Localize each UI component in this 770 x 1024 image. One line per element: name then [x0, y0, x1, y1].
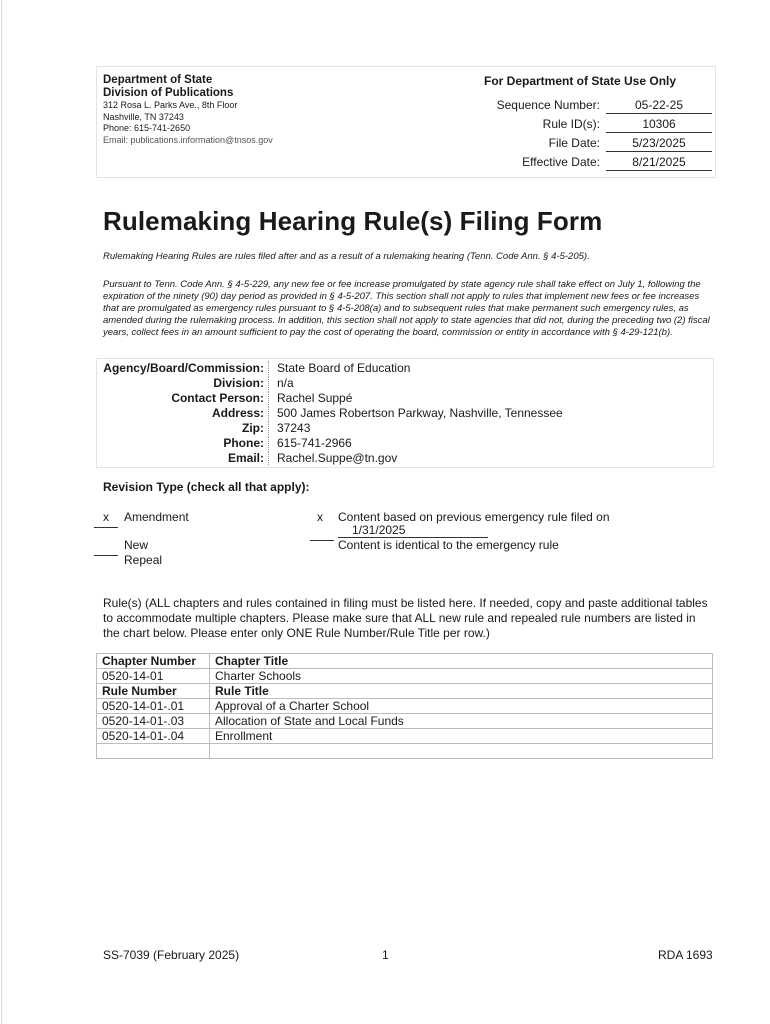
agency-value: State Board of Education — [277, 361, 411, 375]
contact-value: Rachel Suppé — [277, 391, 353, 405]
table-row — [97, 729, 713, 744]
zip-row — [96, 421, 712, 436]
chapter-title: Charter Schools — [210, 669, 713, 684]
rule-title: Approval of a Charter School — [210, 699, 713, 714]
new-checkbox-blank[interactable] — [94, 527, 118, 528]
address-value: 500 James Robertson Parkway, Nashville, Tennessee — [277, 406, 563, 420]
phone-separator — [268, 436, 270, 450]
division-name: Division of Publications — [103, 87, 234, 99]
file-date-row — [440, 136, 712, 154]
rule-number: 0520-14-01-.03 — [97, 714, 210, 729]
new-option: New — [124, 538, 149, 552]
emergency-date-line — [338, 523, 488, 538]
contact-separator — [268, 391, 270, 405]
identical-checkbox-blank[interactable] — [310, 540, 334, 541]
chapter-header-row — [97, 654, 713, 669]
division-separator — [268, 376, 270, 390]
effective-date-value: 8/21/2025 — [606, 155, 712, 171]
rule-id-row — [440, 117, 712, 135]
sequence-number-value: 05-22-25 — [606, 98, 712, 114]
page-edge — [1, 0, 2, 1024]
effective-date-row — [440, 155, 712, 173]
agency-row — [96, 361, 712, 376]
form-title: Rulemaking Hearing Rule(s) Filing Form — [103, 206, 603, 236]
chapter-row — [97, 669, 713, 684]
identical-option: Content is identical to the emergency rule — [338, 538, 559, 552]
sequence-number-label: Sequence Number: — [496, 98, 600, 112]
zip-label: Zip: — [242, 421, 264, 435]
address-row — [96, 406, 712, 421]
form-subtitle: Rulemaking Hearing Rules are rules filed after and as a result of a rulemaking hearing (Tenn. Code Ann. § 4-5-205). — [103, 251, 590, 262]
address-separator — [268, 406, 270, 420]
rule-number: 0520-14-01-.04 — [97, 729, 210, 744]
division-row — [96, 376, 712, 391]
department-block — [103, 74, 273, 146]
zip-value: 37243 — [277, 421, 311, 435]
rule-id-label: Rule ID(s): — [542, 117, 600, 131]
amendment-checkmark[interactable]: x — [103, 510, 109, 524]
rule-title-header: Rule Title — [210, 684, 713, 699]
email-label: Email: — [227, 451, 264, 465]
phone-value: 615-741-2966 — [277, 436, 352, 450]
footer-form-number: SS-7039 (February 2025) — [103, 948, 240, 962]
zip-separator — [268, 421, 270, 435]
emergency-checkmark[interactable]: x — [317, 510, 323, 524]
chapter-number: 0520-14-01 — [97, 669, 210, 684]
use-only-title: For Department of State Use Only — [484, 74, 677, 88]
chapter-title-header: Chapter Title — [210, 654, 713, 669]
phone-row — [96, 436, 712, 451]
pursuant-paragraph: Pursuant to Tenn. Code Ann. § 4-5-229, any new fee or fee increase promulgated by state agency rule shall take effect on July 1, following the expiration of the ninety (90) day period as provided in § 4-5-207. This section shall not apply to rules that implement new fees or fee increases that are promulgated as emergency rules pursuant to § 4-5-208(a) and to subsequent rules that make permanent such emergency rules, as amended during the rulemaking process. In addition, this section shall not apply to state agencies that did not, during the preceding two (2) fiscal years, collect fees in an amount sufficient to pay the cost of operating the board, commission or entity in accordance with § 4-29-121(b). — [103, 279, 710, 338]
footer-page-number: 1 — [382, 948, 389, 962]
rules-table — [96, 653, 713, 759]
file-date-value: 5/23/2025 — [606, 136, 712, 152]
amendment-option: Amendment — [124, 510, 189, 524]
division-label: Division: — [213, 376, 264, 390]
revision-heading: Revision Type (check all that apply): — [103, 480, 310, 494]
sequence-number-row — [440, 98, 712, 116]
rule-title: Allocation of State and Local Funds — [210, 714, 713, 729]
agency-label: Agency/Board/Commission: — [103, 361, 264, 375]
rule-number-header: Rule Number — [97, 684, 210, 699]
phone-label: Phone: — [223, 436, 264, 450]
emergency-date: 1/31/2025 — [352, 523, 406, 537]
repeal-checkbox-blank[interactable] — [94, 555, 118, 556]
department-address2: Nashville, TN 37243 — [103, 111, 184, 122]
repeal-option: Repeal — [124, 553, 163, 567]
rule-id-value: 10306 — [606, 117, 712, 133]
rule-number: 0520-14-01-.01 — [97, 699, 210, 714]
division-value: n/a — [277, 376, 294, 390]
department-email: Email: publications.information@tnsos.gov — [103, 134, 273, 145]
email-separator — [268, 451, 270, 465]
address-label: Address: — [211, 406, 264, 420]
rule-title: Enrollment — [210, 729, 713, 744]
email-row — [96, 451, 712, 466]
emergency-option: Content based on previous emergency rule filed on — [338, 510, 610, 524]
file-date-label: File Date: — [548, 136, 600, 150]
chapter-number-header: Chapter Number — [97, 654, 210, 669]
footer-rda: RDA 1693 — [658, 948, 713, 962]
rules-instructions: Rule(s) (ALL chapters and rules contained in filing must be listed here. If needed, copy and paste additional tables to accommodate multiple chapters. Please make sure that ALL new rule and repealed rule numbers are listed in the chart below. Please enter only ONE Rule Number/Rule Title per row.) — [103, 596, 708, 640]
email-value: Rachel.Suppe@tn.gov — [277, 451, 398, 465]
table-row-empty — [97, 744, 713, 759]
department-phone: Phone: 615-741-2650 — [103, 123, 191, 133]
empty-cell — [210, 744, 713, 759]
agency-separator — [268, 361, 270, 375]
table-row — [97, 714, 713, 729]
contact-label: Contact Person: — [171, 391, 264, 405]
department-name: Department of State — [103, 74, 213, 86]
table-row — [97, 699, 713, 714]
contact-row — [96, 391, 712, 406]
empty-cell — [97, 744, 210, 759]
effective-date-label: Effective Date: — [522, 155, 600, 169]
department-address1: 312 Rosa L. Parks Ave., 8th Floor — [103, 100, 238, 110]
rule-header-row — [97, 684, 713, 699]
